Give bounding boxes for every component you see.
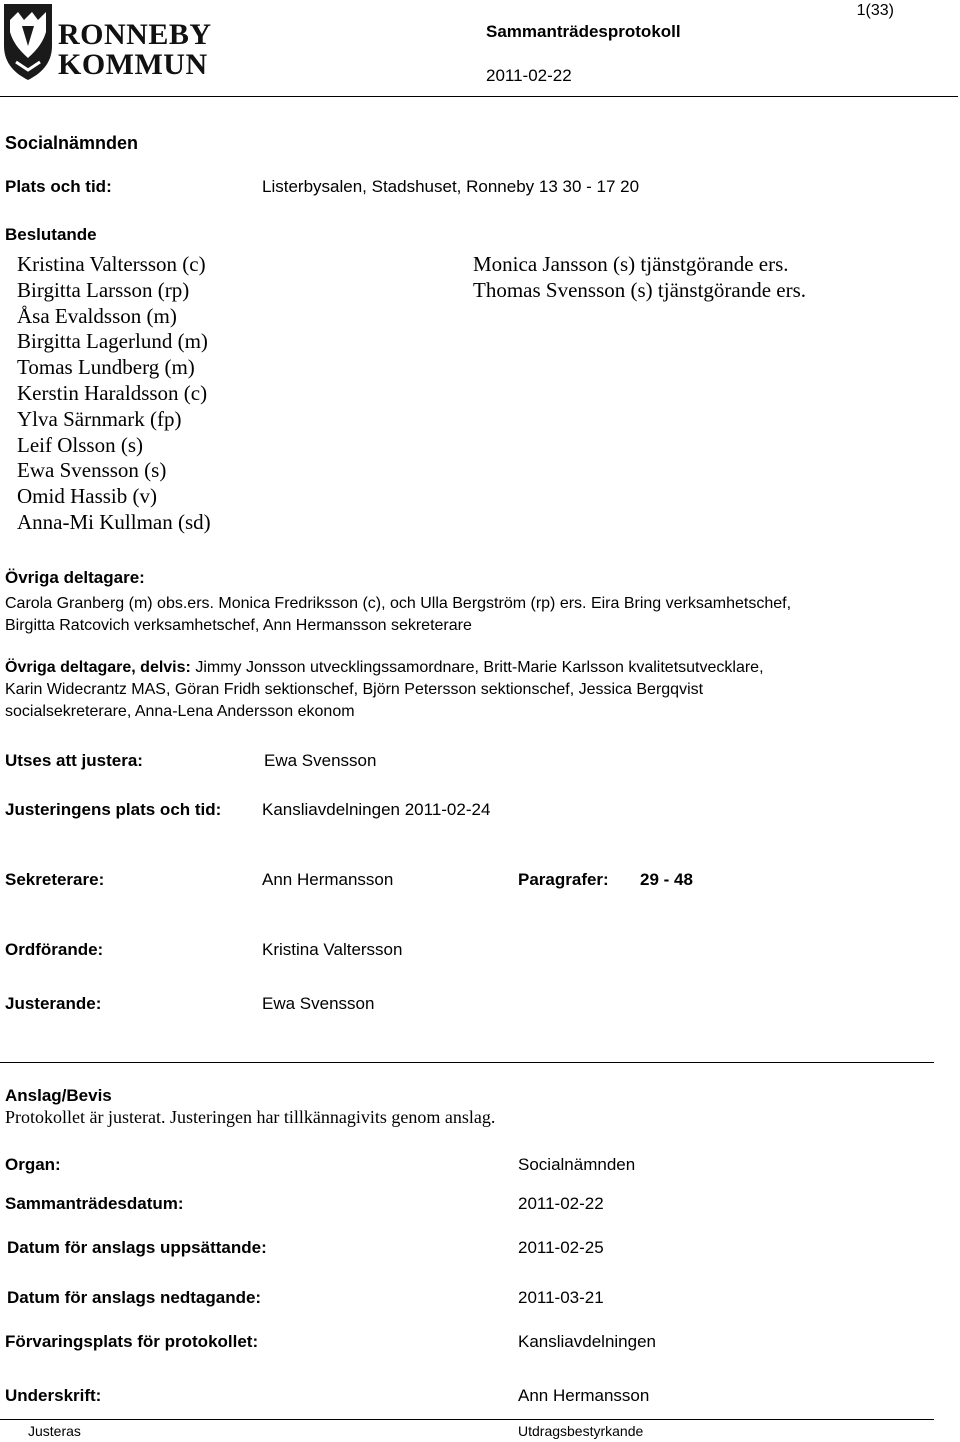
document-title: Sammanträdesprotokoll [486,22,681,41]
place-time-value: Listerbysalen, Stadshuset, Ronneby 13 30 - 17 20 [262,177,640,196]
chairman-value: Kristina Valtersson [262,940,403,959]
list-item: Omid Hassib (v) [17,484,157,509]
decision-makers-label: Beslutande [5,225,97,244]
signature-label: Underskrift: [5,1386,102,1405]
meeting-date-value: 2011-02-22 [518,1194,604,1213]
organ-value: Socialnämnden [518,1155,636,1174]
list-item: Birgitta Larsson (rp) [17,277,190,302]
secretary-label: Sekreterare: [5,870,105,889]
paragraphs-value: 29 - 48 [640,870,693,889]
signature-value: Ann Hermansson [518,1386,650,1405]
adjuster-label: Justerande: [5,994,102,1013]
paragraphs-label: Paragrafer: [518,870,609,889]
notice-text: Protokollet är justerat. Justeringen har tillkännagivits genom anslag. [5,1107,496,1127]
other-participants-label: Övriga deltagare: [5,568,145,587]
posting-date-label: Datum för anslags uppsättande: [7,1238,267,1257]
list-item: Anna-Mi Kullman (sd) [17,509,211,534]
adjustment-place-time-value: Kansliavdelningen 2011-02-24 [262,800,491,819]
list-item: Åsa Evaldsson (m) [17,303,177,328]
other-participants-partial-line2: Karin Widecrantz MAS, Göran Fridh sektionschef, Björn Petersson sektionschef, Jessica Bergqvist [5,681,704,698]
list-item: Kristina Valtersson (c) [17,252,206,276]
other-participants-partial-text: Jimmy Jonsson utvecklingssamordnare, Britt-Marie Karlsson kvalitetsutvecklare, [195,659,764,676]
page-number: 1(33) [856,2,894,19]
municipality-logo [2,2,212,82]
logo-text-line1: RONNEBY [58,18,212,51]
board-name: Socialnämnden [5,133,139,153]
list-item: Leif Olsson (s) [17,432,143,457]
decision-makers-left-list [17,252,211,536]
storage-place-label: Förvaringsplats för protokollet: [5,1332,259,1351]
removal-date-label: Datum för anslags nedtagande: [7,1288,262,1307]
decision-makers-right-list [473,252,806,304]
meeting-date-label: Sammanträdesdatum: [5,1194,184,1213]
logo-text-line2: KOMMUN [58,48,208,81]
adjuster-appointed-label: Utses att justera: [5,751,143,770]
removal-date-value: 2011-03-21 [518,1288,604,1307]
notice-divider [0,1062,934,1063]
storage-place-value: Kansliavdelningen [518,1332,656,1351]
secretary-value: Ann Hermansson [262,870,394,889]
list-item: Tomas Lundberg (m) [17,355,195,380]
footer-extract-certified: Utdragsbestyrkande [518,1423,644,1439]
list-item: Monica Jansson (s) tjänstgörande ers. [473,252,789,276]
other-participants-line2: Birgitta Ratcovich verksamhetschef, Ann Hermansson sekreterare [5,617,472,634]
footer-adjust: Justeras [28,1423,81,1439]
other-participants-partial-label: Övriga deltagare, delvis: [5,659,191,676]
place-time-label: Plats och tid: [5,177,112,196]
document-date: 2011-02-22 [486,66,572,85]
header-divider [0,96,958,97]
adjustment-place-time-label: Justeringens plats och tid: [5,800,222,819]
list-item: Ewa Svensson (s) [17,458,167,483]
adjuster-appointed-value: Ewa Svensson [264,751,377,770]
organ-label: Organ: [5,1155,61,1174]
list-item: Ylva Särnmark (fp) [17,406,182,431]
notice-title: Anslag/Bevis [5,1086,112,1105]
posting-date-value: 2011-02-25 [518,1238,604,1257]
list-item: Kerstin Haraldsson (c) [17,380,208,405]
footer-divider [0,1419,934,1420]
other-participants-partial-line3: socialsekreterare, Anna-Lena Andersson ekonom [5,703,355,720]
other-participants-line1: Carola Granberg (m) obs.ers. Monica Fredriksson (c), och Ulla Bergström (rp) ers. Eira Bring verksamhetschef, [5,595,792,612]
other-participants-partial-line1 [5,659,764,677]
list-item: Thomas Svensson (s) tjänstgörande ers. [473,277,807,302]
adjuster-value: Ewa Svensson [262,994,375,1013]
coat-of-arms-icon [2,2,54,82]
chairman-label: Ordförande: [5,940,104,959]
list-item: Birgitta Lagerlund (m) [17,329,208,354]
